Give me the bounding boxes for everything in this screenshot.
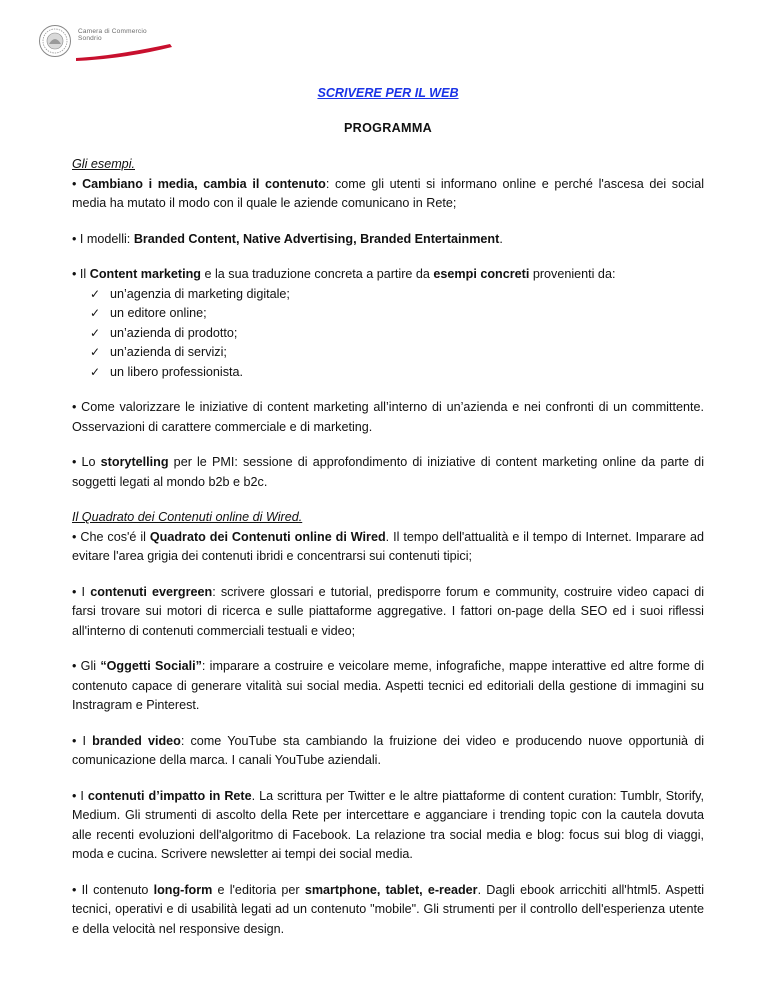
seal-icon xyxy=(38,24,72,58)
paragraph-social-objects: • Gli “Oggetti Sociali”: imparare a costruire e veicolare meme, infografiche, mappe interattive ed altre forme di contenuto capace di generare vitalità sui social media. Aspetti tecnici ed editoriali della gestione di immagini su Instragram e Pinterest. xyxy=(72,659,704,712)
paragraph-branded-video: • I branded video: come YouTube sta cambiando la fruizione dei video e producendo nuove opportunià di comunicazione della marca. I canali YouTube aziendali. xyxy=(72,733,704,767)
paragraph-long-form: • Il contenuto long-form e l'editoria per smartphone, tablet, e-reader. Dagli ebook arricchiti all'html5. Aspetti tecnici, operativi e di usabilità legati ad un contenuto "mobile". Gli strumenti per il controllo dell'esperienza utente e della velocità nel responsive design. xyxy=(72,882,705,936)
checkmark-icon: ✓ xyxy=(90,286,101,301)
document-body xyxy=(72,84,704,939)
checkmark-icon: ✓ xyxy=(90,306,101,320)
organization-name xyxy=(78,28,147,42)
checklist xyxy=(72,285,704,383)
section-heading-examples: Gli esempi. xyxy=(72,157,135,171)
red-swoosh-icon xyxy=(74,42,174,67)
checkmark-icon: ✓ xyxy=(90,325,101,340)
document-title: SCRIVERE PER IL WEB xyxy=(317,86,459,100)
paragraph-valorize: • Come valorizzare le iniziative di content marketing all’interno di un’azienda e nei confronti di un committente. Osservazioni di carattere commerciale e di marketing. xyxy=(72,400,704,434)
checkmark-icon: ✓ xyxy=(90,364,101,379)
paragraph-storytelling: • Lo storytelling per le PMI: sessione di approfondimento di iniziative di content marketing online da parte di soggetti legati al mondo b2b e b2c. xyxy=(72,455,704,489)
list-item: ✓ un’azienda di servizi; xyxy=(90,343,704,363)
org-line-1: Camera di Commercio xyxy=(78,28,147,35)
paragraph-content-marketing: • Il Content marketing e la sua traduzione concreta a partire da esempi concreti provenienti da: xyxy=(72,267,616,281)
paragraph-models: • I modelli: Branded Content, Native Advertising, Branded Entertainment. xyxy=(72,231,503,246)
list-item: ✓ un’agenzia di marketing digitale; xyxy=(90,285,704,305)
section-heading-wired: Il Quadrato dei Contenuti online di Wired. xyxy=(72,510,303,524)
paragraph-media-content: • Cambiano i media, cambia il contenuto: come gli utenti si informano online e perché l'ascesa dei social media ha mutato il modo con il quale le aziende comunicano in Rete; xyxy=(72,176,704,210)
list-item: ✓ un editore online; xyxy=(90,304,704,324)
paragraph-wired-square: • Che cos'é il Quadrato dei Contenuti online di Wired. Il tempo dell'attualità e il tempo di Internet. Imparare ad evitare l'area grigia dei contenuti ibridi e concentrarsi sui contenuti tipici; xyxy=(72,529,704,563)
paragraph-evergreen: • I contenuti evergreen: scrivere glossari e tutorial, predisporre forum e community, costruire video capaci di farsi trovare sui motori di ricerca e sulle piattaforme aggregative. I fattori on-page della SEO ed i suoi riflessi all'interno di contenuti commerciali testuali e video; xyxy=(72,584,705,638)
chamber-of-commerce-logo xyxy=(36,22,176,74)
list-item: ✓ un’azienda di prodotto; xyxy=(90,324,704,344)
list-item: ✓ un libero professionista. xyxy=(90,363,704,383)
paragraph-impact-content: • I contenuti d’impatto in Rete. La scrittura per Twitter e le altre piattaforme di content curation: Tumblr, Storify, Medium. Gli strumenti di ascolto della Rete per intercettare e agganciare i trending topic con la cautela dovuta alle recenti evoluzioni dell'algoritmo di Facebook. La relazione tra social media e blog: focus sui blog di viaggi, moda e cucina. Scrivere newsletter ai tempi dei social media. xyxy=(72,788,704,861)
checkmark-icon: ✓ xyxy=(90,345,101,359)
document-subtitle: PROGRAMMA xyxy=(343,121,433,135)
org-line-2: Sondrio xyxy=(78,35,102,42)
